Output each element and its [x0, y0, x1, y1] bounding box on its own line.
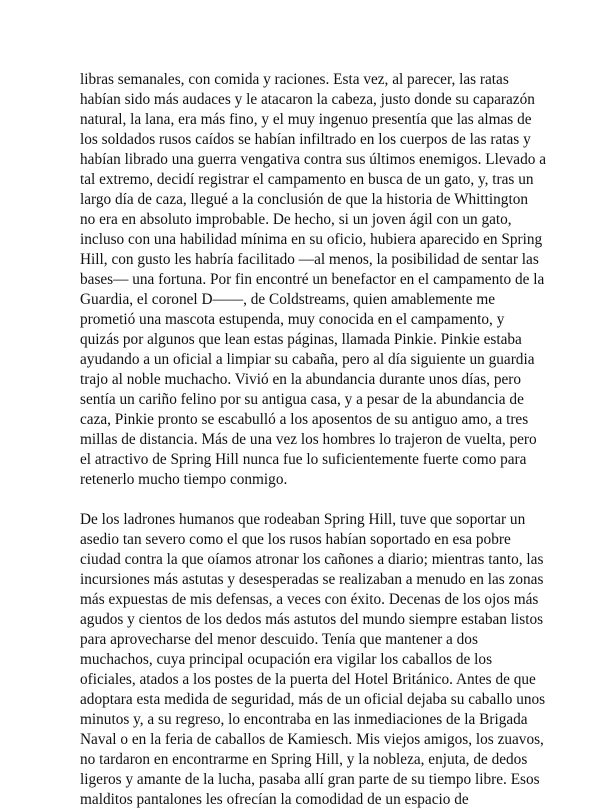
text-line: trajo al noble muchacho. Vivió en la abundancia durante unos días, pero [80, 371, 521, 388]
text-line: más expuestas de mis defensas, a veces con éxito. Decenas de los ojos más [80, 591, 539, 608]
text-line: caza, Pinkie pronto se escabulló a los aposentos de su antiguo amo, a tres [80, 411, 529, 428]
text-line: De los ladrones humanos que rodeaban Spring Hill, tuve que soportar un [80, 511, 526, 528]
text-line: incursiones más astutas y desesperadas se realizaban a menudo en las zonas [80, 571, 544, 588]
text-line: minutos y, a su regreso, lo encontraba en las inmediaciones de la Brigada [80, 711, 528, 728]
text-line: largo día de caza, llegué a la conclusión de que la historia de Whittington [80, 191, 528, 208]
text-line: los soldados rusos caídos se habían infiltrado en los cuerpos de las ratas y [80, 131, 531, 148]
text-line: no tardaron en encontrarme en Spring Hill, y la nobleza, enjuta, de dedos [80, 751, 528, 768]
text-line: ciudad contra la que oíamos atronar los cañones a diario; mientras tanto, las [80, 551, 544, 568]
paragraph-1 [80, 70, 546, 490]
text-line: habían sido más audaces y le atacaron la cabeza, justo donde su caparazón [80, 91, 535, 108]
text-line: el atractivo de Spring Hill nunca fue lo suficientemente fuerte como para [80, 451, 527, 468]
text-line: asedio tan severo como el que los rusos habían soportado en esa pobre [80, 531, 511, 548]
text-line: ayudando a un oficial a limpiar su cabaña, pero al día siguiente un guardia [80, 351, 535, 368]
text-line: Guardia, el coronel D——, de Coldstreams, quien amablemente me [80, 291, 496, 308]
text-line: bases— una fortuna. Por fin encontré un benefactor en el campamento de la [80, 271, 545, 288]
text-line: malditos pantalones les ofrecían la comodidad de un espacio de [80, 791, 469, 808]
text-line: millas de distancia. Más de una vez los hombres lo trajeron de vuelta, pero [80, 431, 537, 448]
paragraph-2 [80, 510, 546, 810]
document-page [80, 70, 546, 810]
text-line: incluso con una habilidad mínima en su oficio, hubiera aparecido en Spring [80, 231, 543, 248]
text-line: adoptara esta medida de seguridad, más de un oficial dejaba su caballo unos [80, 691, 546, 708]
text-line: prometió una mascota estupenda, muy conocida en el campamento, y [80, 311, 505, 328]
text-line: ligeros y amante de la lucha, pasaba allí gran parte de su tiempo libre. Esos [80, 771, 540, 788]
text-line: quizás por algunos que lean estas páginas, llamada Pinkie. Pinkie estaba [80, 331, 522, 348]
text-line: retenerlo mucho tiempo conmigo. [80, 471, 288, 488]
text-line: oficiales, atados a los postes de la puerta del Hotel Británico. Antes de que [80, 671, 536, 688]
text-line: muchachos, cuya principal ocupación era vigilar los caballos de los [80, 651, 493, 668]
text-line: libras semanales, con comida y raciones. Esta vez, al parecer, las ratas [80, 71, 509, 88]
text-line: no era en absoluto improbable. De hecho, si un joven ágil con un gato, [80, 211, 512, 228]
text-line: Naval o en la feria de caballos de Kamiesch. Mis viejos amigos, los zuavos, [80, 731, 544, 748]
text-line: tal extremo, decidí registrar el campamento en busca de un gato, y, tras un [80, 171, 534, 188]
text-line: natural, la lana, era más fino, y el muy ingenuo presentía que las almas de [80, 111, 532, 128]
text-line: habían librado una guerra vengativa contra sus últimos enemigos. Llevado a [80, 151, 546, 168]
text-line: para aprovecharse del menor descuido. Tenía que mantener a dos [80, 631, 478, 648]
text-line: Hill, con gusto les habría facilitado —al menos, la posibilidad de sentar las [80, 251, 539, 268]
text-line: agudos y cientos de los dedos más astutos del mundo siempre estaban listos [80, 611, 544, 628]
text-line: sentía un cariño felino por su antigua casa, y a pesar de la abundancia de [80, 391, 524, 408]
